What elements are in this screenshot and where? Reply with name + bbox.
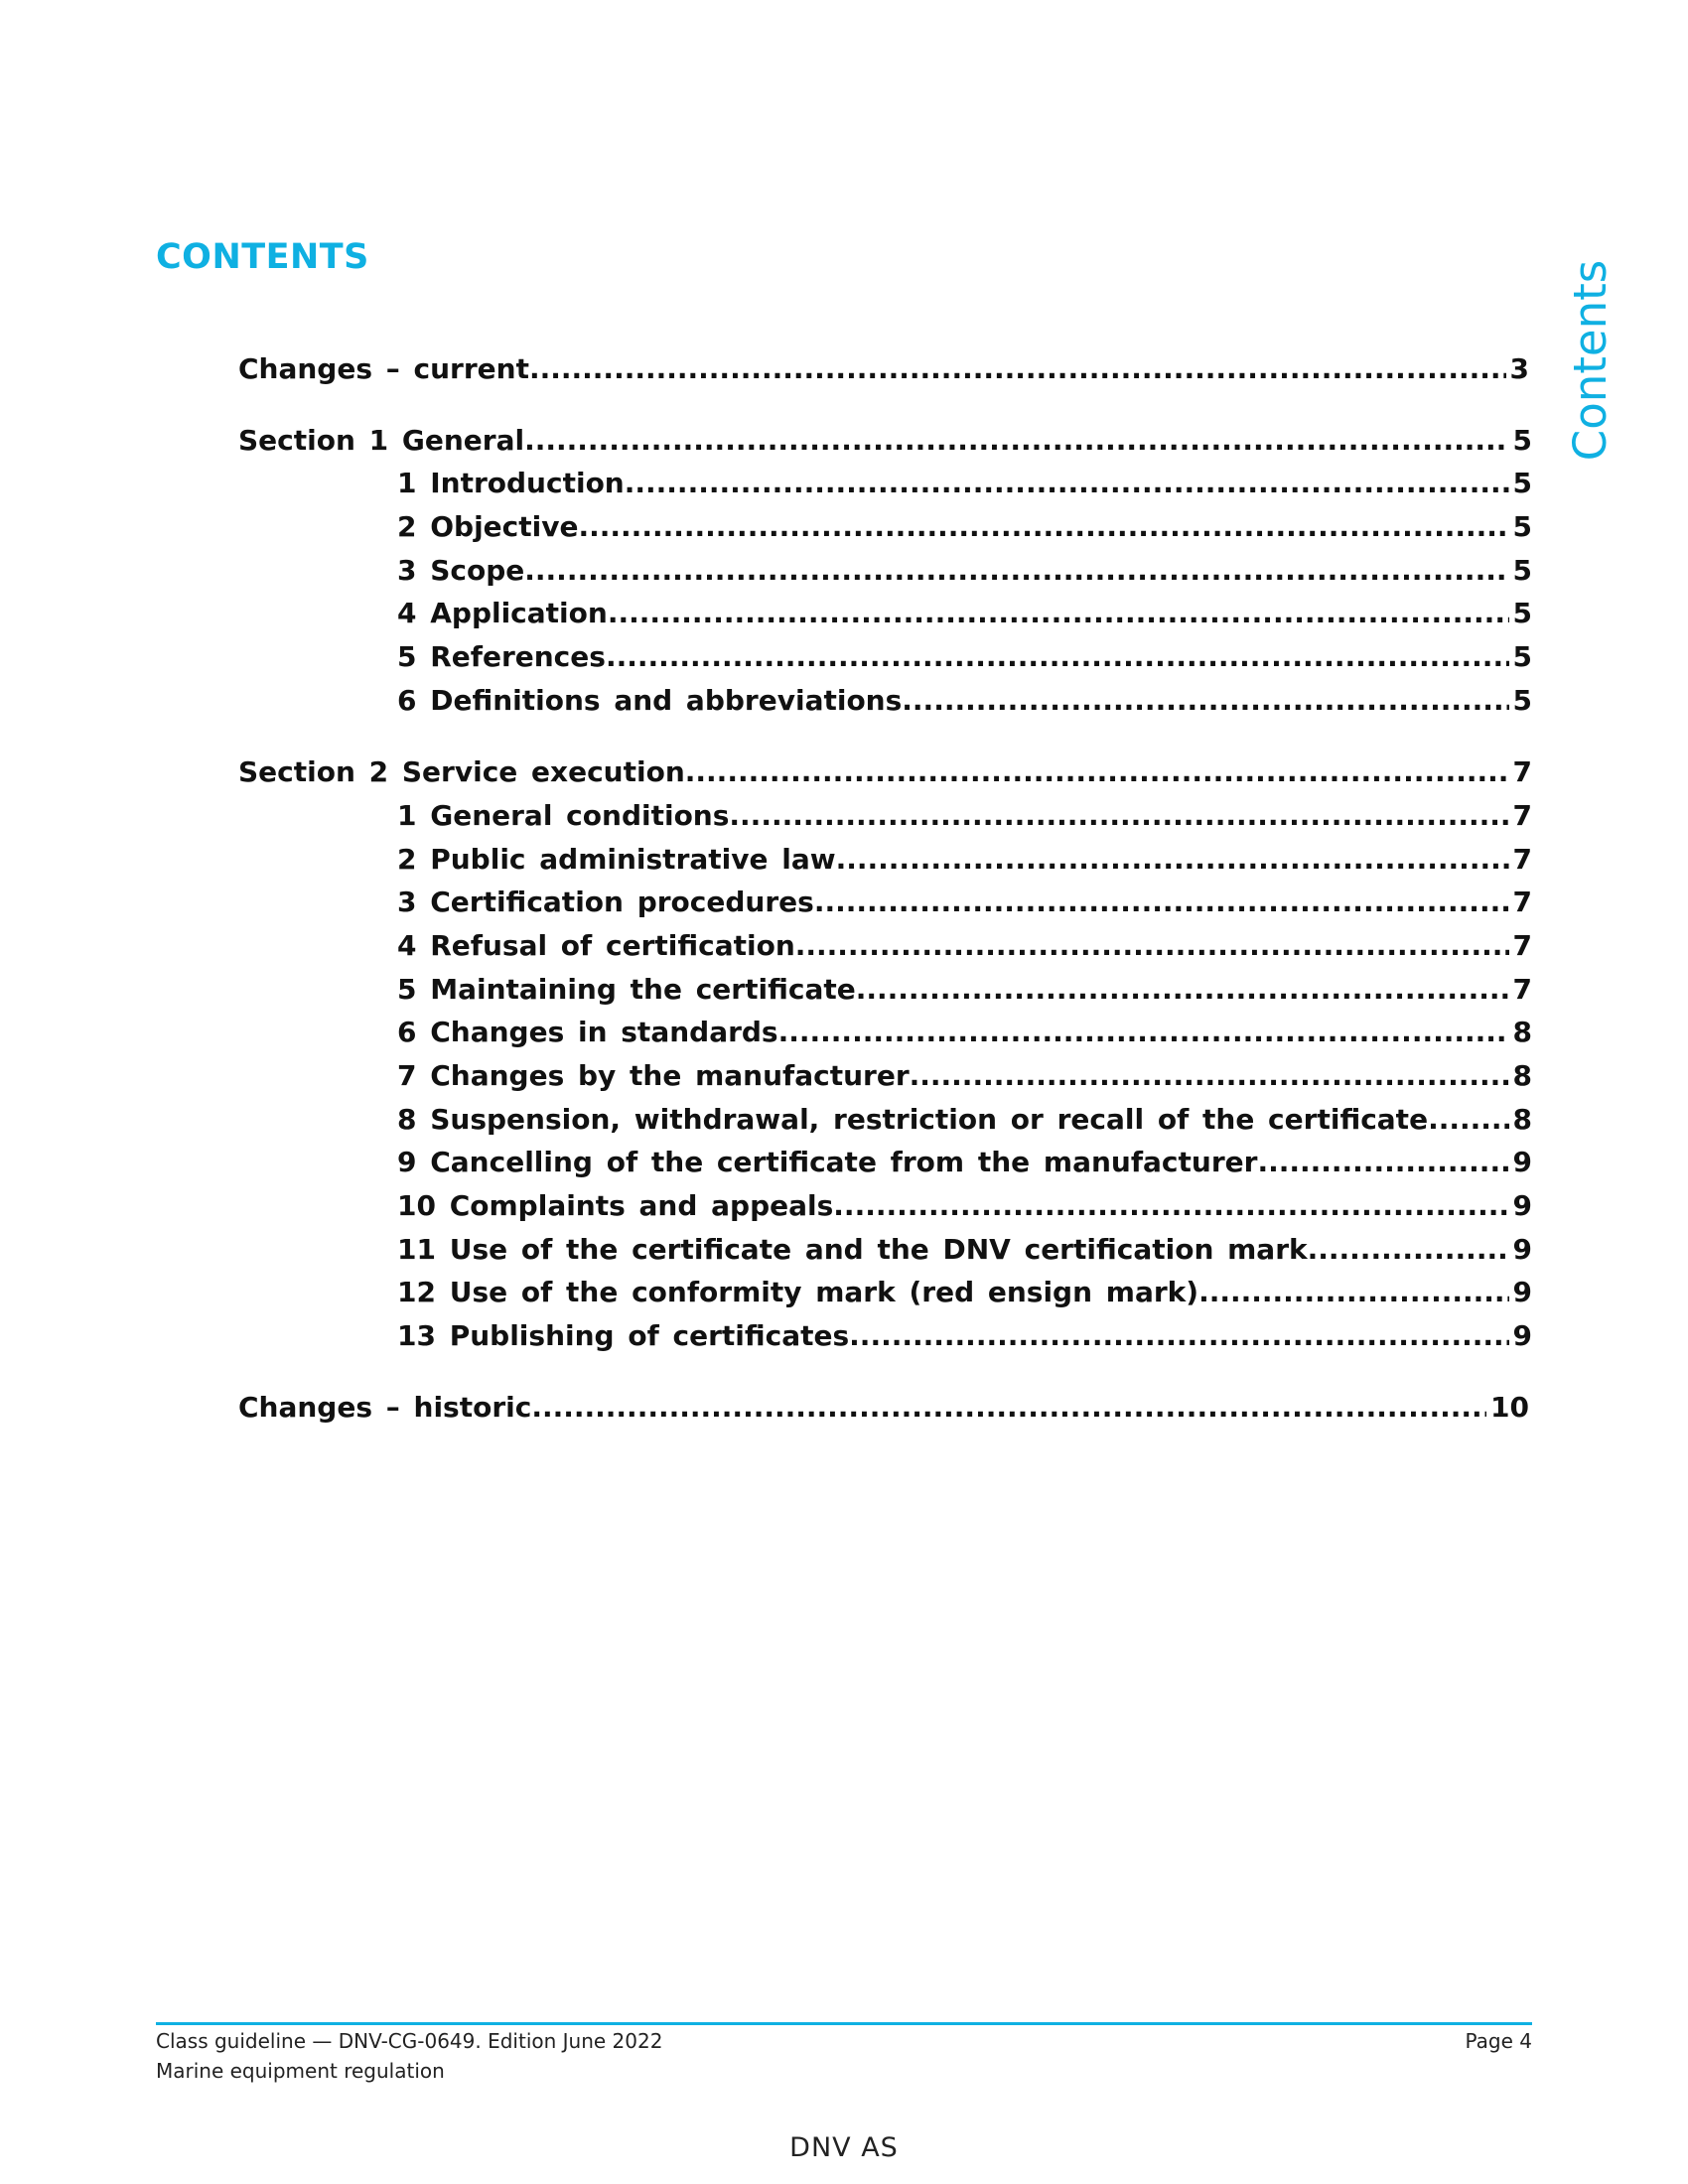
toc-entry-page: 9 (1512, 1189, 1532, 1222)
toc-entry-page: 9 (1512, 1146, 1532, 1178)
toc-entry-title: 5 Maintaining the certificate (397, 973, 856, 1006)
toc-entry-page: 7 (1512, 843, 1532, 876)
footer-divider (156, 2022, 1532, 2025)
toc-entry-page: 7 (1512, 886, 1532, 918)
toc-entry-s2-changes-by-manufacturer[interactable] (397, 1056, 1532, 1096)
dot-leader (579, 507, 1509, 547)
dot-leader (836, 840, 1509, 880)
toc-entry-page: 5 (1512, 597, 1532, 629)
toc-entry-title: 6 Changes in standards (397, 1016, 778, 1048)
toc-entry-s2-general-conditions[interactable] (397, 796, 1532, 836)
dot-leader (524, 421, 1508, 461)
toc-entry-title: 7 Changes by the manufacturer (397, 1059, 910, 1092)
toc-entry-s2-publishing-of-certificates[interactable] (397, 1316, 1532, 1356)
toc-entry-s2-cancelling-of-certificate[interactable] (397, 1143, 1532, 1182)
dot-leader (856, 970, 1509, 1010)
toc-entry-page: 10 (1490, 1391, 1529, 1424)
dot-leader (625, 464, 1509, 503)
toc-entry-page: 7 (1512, 799, 1532, 832)
toc-entry-page: 7 (1512, 755, 1532, 788)
toc-entry-title: 12 Use of the conformity mark (red ensign mark) (397, 1276, 1199, 1308)
toc-entry-section-1[interactable] (238, 421, 1532, 461)
footer-page-number: Page 4 (1465, 2029, 1532, 2053)
dot-leader (814, 883, 1509, 922)
toc-entry-title: 10 Complaints and appeals (397, 1189, 834, 1222)
toc-entry-title: 13 Publishing of certificates (397, 1319, 850, 1352)
toc-entry-page: 5 (1512, 467, 1532, 499)
toc-entry-page: 5 (1512, 684, 1532, 717)
dot-leader (902, 681, 1508, 721)
toc-entry-title: 3 Scope (397, 554, 525, 587)
footer-document-subtitle: Marine equipment regulation (156, 2059, 445, 2083)
toc-entry-s1-introduction[interactable] (397, 464, 1532, 503)
dot-leader (529, 349, 1506, 389)
toc-entry-s2-use-of-conformity-mark[interactable] (397, 1273, 1532, 1312)
toc-entry-page: 5 (1512, 554, 1532, 587)
footer-document-title: Class guideline — DNV-CG-0649. Edition June 2022 (156, 2029, 663, 2053)
toc-entry-title: 5 References (397, 640, 606, 673)
toc-entry-page: 8 (1512, 1059, 1532, 1092)
toc-entry-s2-changes-in-standards[interactable] (397, 1013, 1532, 1052)
dot-leader (531, 1388, 1486, 1428)
toc-entry-s2-refusal-of-certification[interactable] (397, 926, 1532, 966)
toc-entry-page: 8 (1512, 1016, 1532, 1048)
toc-entry-page: 7 (1512, 929, 1532, 962)
toc-entry-s1-scope[interactable] (397, 551, 1532, 591)
toc-entry-page: 7 (1512, 973, 1532, 1006)
side-tab-text: Contents (1564, 259, 1617, 462)
toc-entry-s2-suspension-withdrawal[interactable] (397, 1100, 1532, 1140)
toc-entry-title: 2 Public administrative law (397, 843, 836, 876)
toc-entry-title: Changes – historic (238, 1391, 532, 1424)
toc-entry-s2-public-administrative-law[interactable] (397, 840, 1532, 880)
toc-entry-title: 6 Definitions and abbreviations (397, 684, 903, 717)
toc-entry-page: 9 (1512, 1319, 1532, 1352)
dot-leader (1308, 1230, 1509, 1270)
toc-entry-changes-current[interactable] (238, 349, 1529, 389)
toc-entry-s2-certification-procedures[interactable] (397, 883, 1532, 922)
toc-entry-page: 5 (1512, 640, 1532, 673)
toc-entry-s1-definitions[interactable] (397, 681, 1532, 721)
toc-entry-title: 9 Cancelling of the certificate from the manufacturer (397, 1146, 1258, 1178)
toc-entry-s2-use-of-certificate-mark[interactable] (397, 1230, 1532, 1270)
dot-leader (524, 551, 1508, 591)
dot-leader (833, 1186, 1508, 1226)
dot-leader (849, 1316, 1508, 1356)
dot-leader (685, 752, 1509, 792)
toc-entry-title: 1 Introduction (397, 467, 625, 499)
toc-entry-changes-historic[interactable] (238, 1388, 1529, 1428)
dot-leader (910, 1056, 1509, 1096)
toc-entry-title: 2 Objective (397, 510, 579, 543)
toc-entry-page: 3 (1509, 352, 1529, 385)
dot-leader (729, 796, 1508, 836)
toc-entry-s2-maintaining-the-certificate[interactable] (397, 970, 1532, 1010)
toc-entry-s1-references[interactable] (397, 637, 1532, 677)
dot-leader (1198, 1273, 1508, 1312)
toc-entry-section-2[interactable] (238, 752, 1532, 792)
toc-entry-title: Changes – current (238, 352, 529, 385)
toc-entry-s1-application[interactable] (397, 594, 1532, 633)
toc-entry-title: Section 1 General (238, 424, 525, 457)
dot-leader (1428, 1100, 1508, 1140)
dot-leader (1257, 1143, 1508, 1182)
toc-entry-s1-objective[interactable] (397, 507, 1532, 547)
toc-entry-page: 9 (1512, 1233, 1532, 1266)
toc-entry-page: 9 (1512, 1276, 1532, 1308)
toc-entry-page: 5 (1512, 510, 1532, 543)
toc-entry-page: 5 (1512, 424, 1532, 457)
toc-entry-page: 8 (1512, 1103, 1532, 1136)
toc-entry-title: 4 Refusal of certification (397, 929, 795, 962)
dot-leader (606, 637, 1509, 677)
toc-entry-s2-complaints-and-appeals[interactable] (397, 1186, 1532, 1226)
company-name: DNV AS (789, 2132, 899, 2163)
page-title: CONTENTS (156, 237, 369, 277)
dot-leader (778, 1013, 1509, 1052)
toc-entry-title: 3 Certification procedures (397, 886, 814, 918)
toc-entry-title: Section 2 Service execution (238, 755, 685, 788)
toc-entry-title: 11 Use of the certificate and the DNV certification mark (397, 1233, 1308, 1266)
dot-leader (795, 926, 1509, 966)
toc-entry-title: 4 Application (397, 597, 608, 629)
toc-entry-title: 8 Suspension, withdrawal, restriction or recall of the certificate (397, 1103, 1429, 1136)
toc-entry-title: 1 General conditions (397, 799, 730, 832)
dot-leader (608, 594, 1509, 633)
